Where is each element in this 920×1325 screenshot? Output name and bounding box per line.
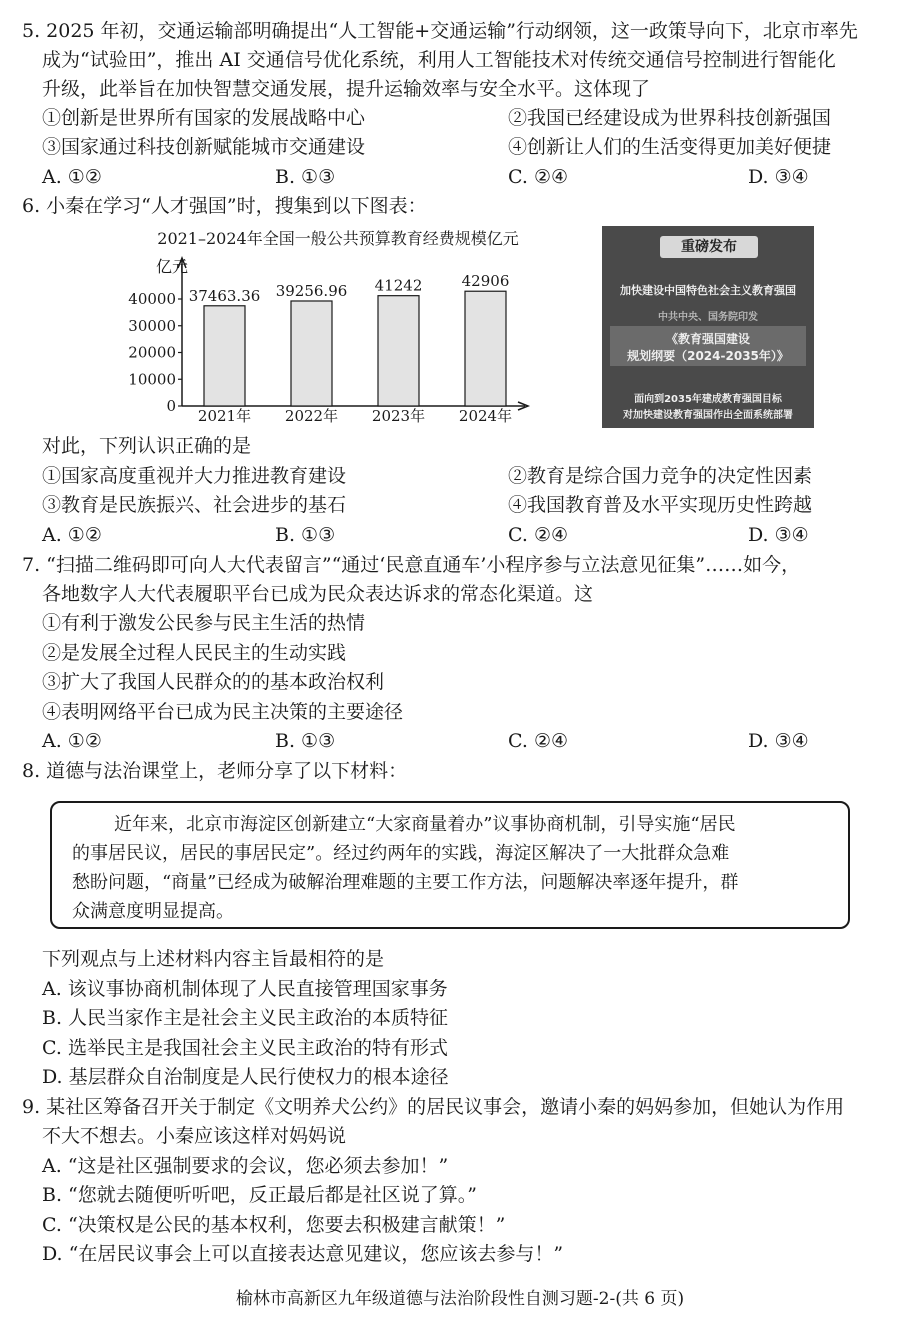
q9-option-d: D. “在居民议事会上可以直接表达意见建议，您应该去参与！” [42, 1243, 564, 1265]
q7-stem-line-2: 各地数字人大代表履职平台已成为民众表达诉求的常态化渠道。这 [42, 583, 594, 605]
q9-stem-line-2: 不大不想去。小秦应该这样对妈妈说 [42, 1125, 347, 1147]
q5-option-c: C. ②④ [508, 166, 569, 188]
poster-bottom-2: 对加快建设教育强国作出全面系统部署 [623, 410, 793, 421]
q5-option-b: B. ①③ [275, 166, 336, 188]
q8-question: 下列观点与上述材料内容主旨最相符的是 [42, 948, 385, 970]
q6-statement-1: ①国家高度重视并大力推进教育建设 [42, 465, 347, 487]
poster-doc-title-1: 《教育强国建设 [665, 332, 750, 346]
poster-image [602, 226, 814, 428]
q5-statement-1: ①创新是世界所有国家的发展战略中心 [42, 107, 366, 129]
q7-stem-line-1: 7. “扫描二维码即可向人大代表留言”“通过‘民意直通车’小程序参与立法意见征集”……如今， [22, 554, 801, 576]
q6-stem: 6. 小秦在学习“人才强国”时，搜集到以下图表： [22, 195, 427, 217]
poster-doc-title-2: 规划纲要（2024-2035年）》 [627, 349, 789, 363]
y-axis-label: 亿元 [156, 257, 189, 276]
q9-stem-line-1: 9. 某社区筹备召开关于制定《文明养犬公约》的居民议事会，邀请小秦的妈妈参加，但她认为作用 [22, 1096, 845, 1118]
q7-statement-2: ②是发展全过程人民民主的生动实践 [42, 642, 347, 664]
q7-option-c: C. ②④ [508, 730, 569, 752]
q8-option-d: D. 基层群众自治制度是人民行使权力的根本途径 [42, 1066, 449, 1088]
q6-statement-4: ④我国教育普及水平实现历史性跨越 [508, 494, 813, 516]
q7-option-d: D. ③④ [748, 730, 809, 752]
education-budget-chart [120, 222, 580, 432]
y-tick-label: 10000 [128, 370, 176, 389]
q7-option-a: A. ①② [42, 730, 102, 752]
x-tick-label: 2021年 [197, 407, 252, 425]
x-tick-label: 2024年 [458, 407, 513, 425]
bar-value-label: 39256.96 [275, 281, 348, 300]
q6-statement-3: ③教育是民族振兴、社会进步的基石 [42, 494, 347, 516]
q8-material-line-1: 近年来，北京市海淀区创新建立“大家商量着办”议事协商机制，引导实施“居民 [114, 814, 736, 835]
bar-value-label: 41242 [374, 276, 423, 295]
x-tick-label: 2022年 [284, 407, 339, 425]
q8-option-a: A. 该议事协商机制体现了人民直接管理国家事务 [42, 978, 448, 1000]
page-footer: 榆林市高新区九年级道德与法治阶段性自测习题-2-(共 6 页) [235, 1289, 685, 1309]
bar [291, 301, 332, 406]
bar-value-label: 42906 [461, 272, 510, 291]
bar [204, 306, 245, 406]
q7-statement-3: ③扩大了我国人民群众的的基本政治权利 [42, 671, 385, 693]
q5-stem-line-3: 升级，此举旨在加快智慧交通发展，提升运输效率与安全水平。这体现了 [42, 78, 651, 100]
q8-stem: 8. 道德与法治课堂上，老师分享了以下材料： [22, 760, 408, 782]
poster-badge: 重磅发布 [660, 236, 758, 258]
chart-title: 2021–2024年全国一般公共预算教育经费规模亿元 [157, 229, 519, 248]
q7-option-b: B. ①③ [275, 730, 336, 752]
poster-issuer: 中共中央、国务院印发 [658, 312, 758, 323]
x-tick-label: 2023年 [371, 407, 426, 425]
poster-line-1: 加快建设中国特色社会主义教育强国 [620, 284, 796, 297]
q6-statement-2: ②教育是综合国力竞争的决定性因素 [508, 465, 813, 487]
q5-stem-line-2: 成为“试验田”，推出 AI 交通信号优化系统，利用人工智能技术对传统交通信号控制进行智能化 [42, 49, 836, 71]
q5-statement-3: ③国家通过科技创新赋能城市交通建设 [42, 136, 366, 158]
q6-option-b: B. ①③ [275, 524, 336, 546]
q9-option-c: C. “决策权是公民的基本权利，您要去积极建言献策！” [42, 1214, 506, 1236]
q5-statement-4: ④创新让人们的生活变得更加美好便捷 [508, 136, 832, 158]
q8-material-line-3: 愁盼问题，“商量”已经成为破解治理难题的主要工作方法，问题解决率逐年提升，群 [72, 872, 739, 893]
q9-option-a: A. “这是社区强制要求的会议，您必须去参加！” [42, 1155, 449, 1177]
poster-bottom-1: 面向到2035年建成教育强国目标 [634, 394, 782, 405]
y-tick-label: 0 [166, 397, 176, 415]
q7-statement-4: ④表明网络平台已成为民主决策的主要途径 [42, 701, 404, 723]
q5-option-d: D. ③④ [748, 166, 809, 188]
bar-value-label: 37463.36 [188, 286, 261, 305]
q8-option-b: B. 人民当家作主是社会主义民主政治的本质特征 [42, 1007, 449, 1029]
q8-material-box [50, 801, 850, 929]
q8-option-c: C. 选举民主是我国社会主义民主政治的特有形式 [42, 1037, 448, 1059]
bar [465, 291, 506, 406]
q8-material-line-4: 众满意度明显提高。 [72, 901, 234, 922]
y-tick-label: 20000 [128, 343, 176, 362]
q6-option-c: C. ②④ [508, 524, 569, 546]
q5-option-a: A. ①② [42, 166, 102, 188]
q9-option-b: B. “您就去随便听听吧，反正最后都是社区说了算。” [42, 1184, 477, 1206]
q5-statement-2: ②我国已经建设成为世界科技创新强国 [508, 107, 832, 129]
q5-stem-line-1: 5. 2025 年初，交通运输部明确提出“人工智能+交通运输”行动纲领，这一政策导向下，北京市率先 [22, 20, 858, 42]
q6-after: 对此，下列认识正确的是 [42, 435, 252, 457]
y-tick-label: 40000 [128, 290, 176, 308]
q8-material-line-2: 的事居民议，居民的事居民定”。经过约两年的实践，海淀区解决了一大批群众急难 [72, 843, 730, 864]
q6-option-a: A. ①② [42, 524, 102, 546]
y-tick-label: 30000 [128, 316, 176, 335]
q6-option-d: D. ③④ [748, 524, 809, 546]
bar [378, 296, 419, 406]
q7-statement-1: ①有利于激发公民参与民主生活的热情 [42, 612, 366, 634]
